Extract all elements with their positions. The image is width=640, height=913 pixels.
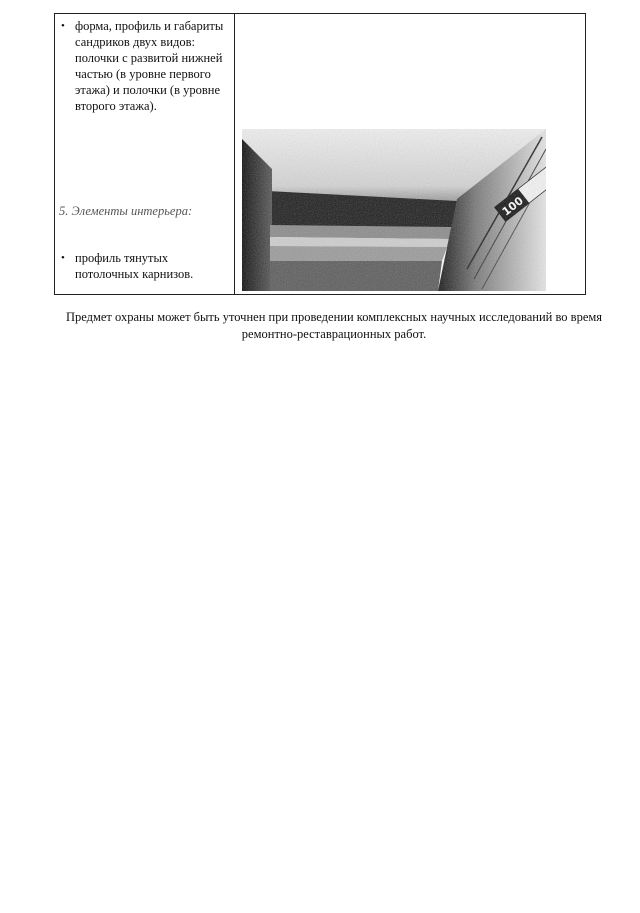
document-table <box>54 13 586 295</box>
list-item-sandriki <box>61 18 228 114</box>
photo-column <box>235 14 585 294</box>
bullet-icon: • <box>61 252 65 264</box>
ceiling-cornice-photo <box>242 129 546 291</box>
bullet-icon: • <box>61 20 65 32</box>
description-column <box>55 14 235 294</box>
list-item-text: профиль тянутых потолочных карнизов. <box>75 251 194 281</box>
footnote-text: Предмет охраны может быть уточнен при проведении комплексных научных исследований во время ремонтно-реставрационных работ. <box>65 310 603 341</box>
section-heading-interior: 5. Элементы интерьера: <box>59 204 193 218</box>
list-item-cornice <box>61 250 228 282</box>
list-item-text: форма, профиль и габариты сандриков двух видов: полочки с развитой нижней частью (в уровне первого этажа) и полочки (в уровне второго этажа). <box>75 19 224 113</box>
